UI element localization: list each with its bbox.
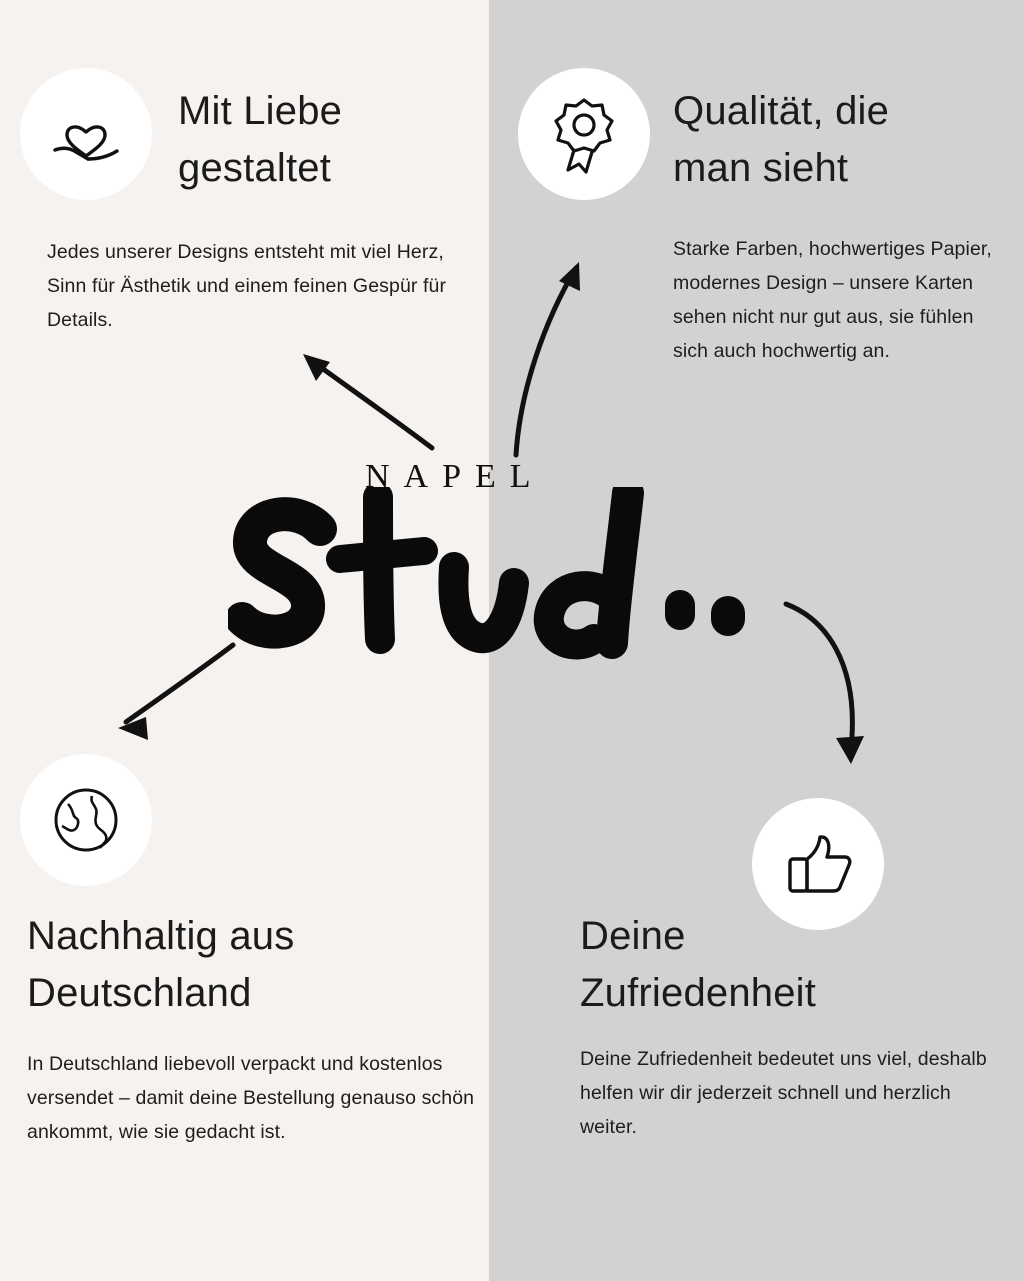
feature-title-deine-zufriedenheit: Deine Zufriedenheit: [580, 914, 817, 1015]
brand-script-logo: [228, 487, 798, 702]
feature-title-mit-liebe-gestaltet: Mit Liebe gestaltet: [178, 89, 343, 190]
feature-title-nachhaltig-aus-deutschland: Nachhaltig aus Deutschland: [27, 914, 295, 1015]
award-ribbon-icon: [547, 94, 621, 174]
feature-body-nachhaltig-aus-deutschland: In Deutschland liebevoll verpackt und kostenlos versendet – damit deine Bestellung genauso schön ankommt, wie sie gedacht ist.: [27, 1053, 475, 1144]
feature-icon-badge-nachhaltig-aus-deutschland: [20, 754, 152, 886]
hand-heart-icon: [47, 98, 125, 170]
brand-wordmark: NAPEL: [365, 458, 545, 495]
thumbs-up-icon: [783, 831, 853, 897]
feature-title-qualitaet-die-man-sieht: Qualität, die man sieht: [673, 89, 890, 190]
feature-body-deine-zufriedenheit: Deine Zufriedenheit bedeutet uns viel, deshalb helfen wir dir jederzeit schnell und herzlich weiter.: [580, 1048, 987, 1139]
feature-body-mit-liebe-gestaltet: Jedes unserer Designs entsteht mit viel Herz, Sinn für Ästhetik und einem feinen Gespür für Details.: [47, 241, 447, 332]
globe-icon: [50, 784, 122, 856]
feature-icon-badge-qualitaet-die-man-sieht: [518, 68, 650, 200]
feature-body-qualitaet-die-man-sieht: Starke Farben, hochwertiges Papier, modernes Design – unsere Karten sehen nicht nur gut aus, sie fühlen sich auch hochwertig an.: [673, 238, 992, 363]
feature-icon-badge-mit-liebe-gestaltet: [20, 68, 152, 200]
